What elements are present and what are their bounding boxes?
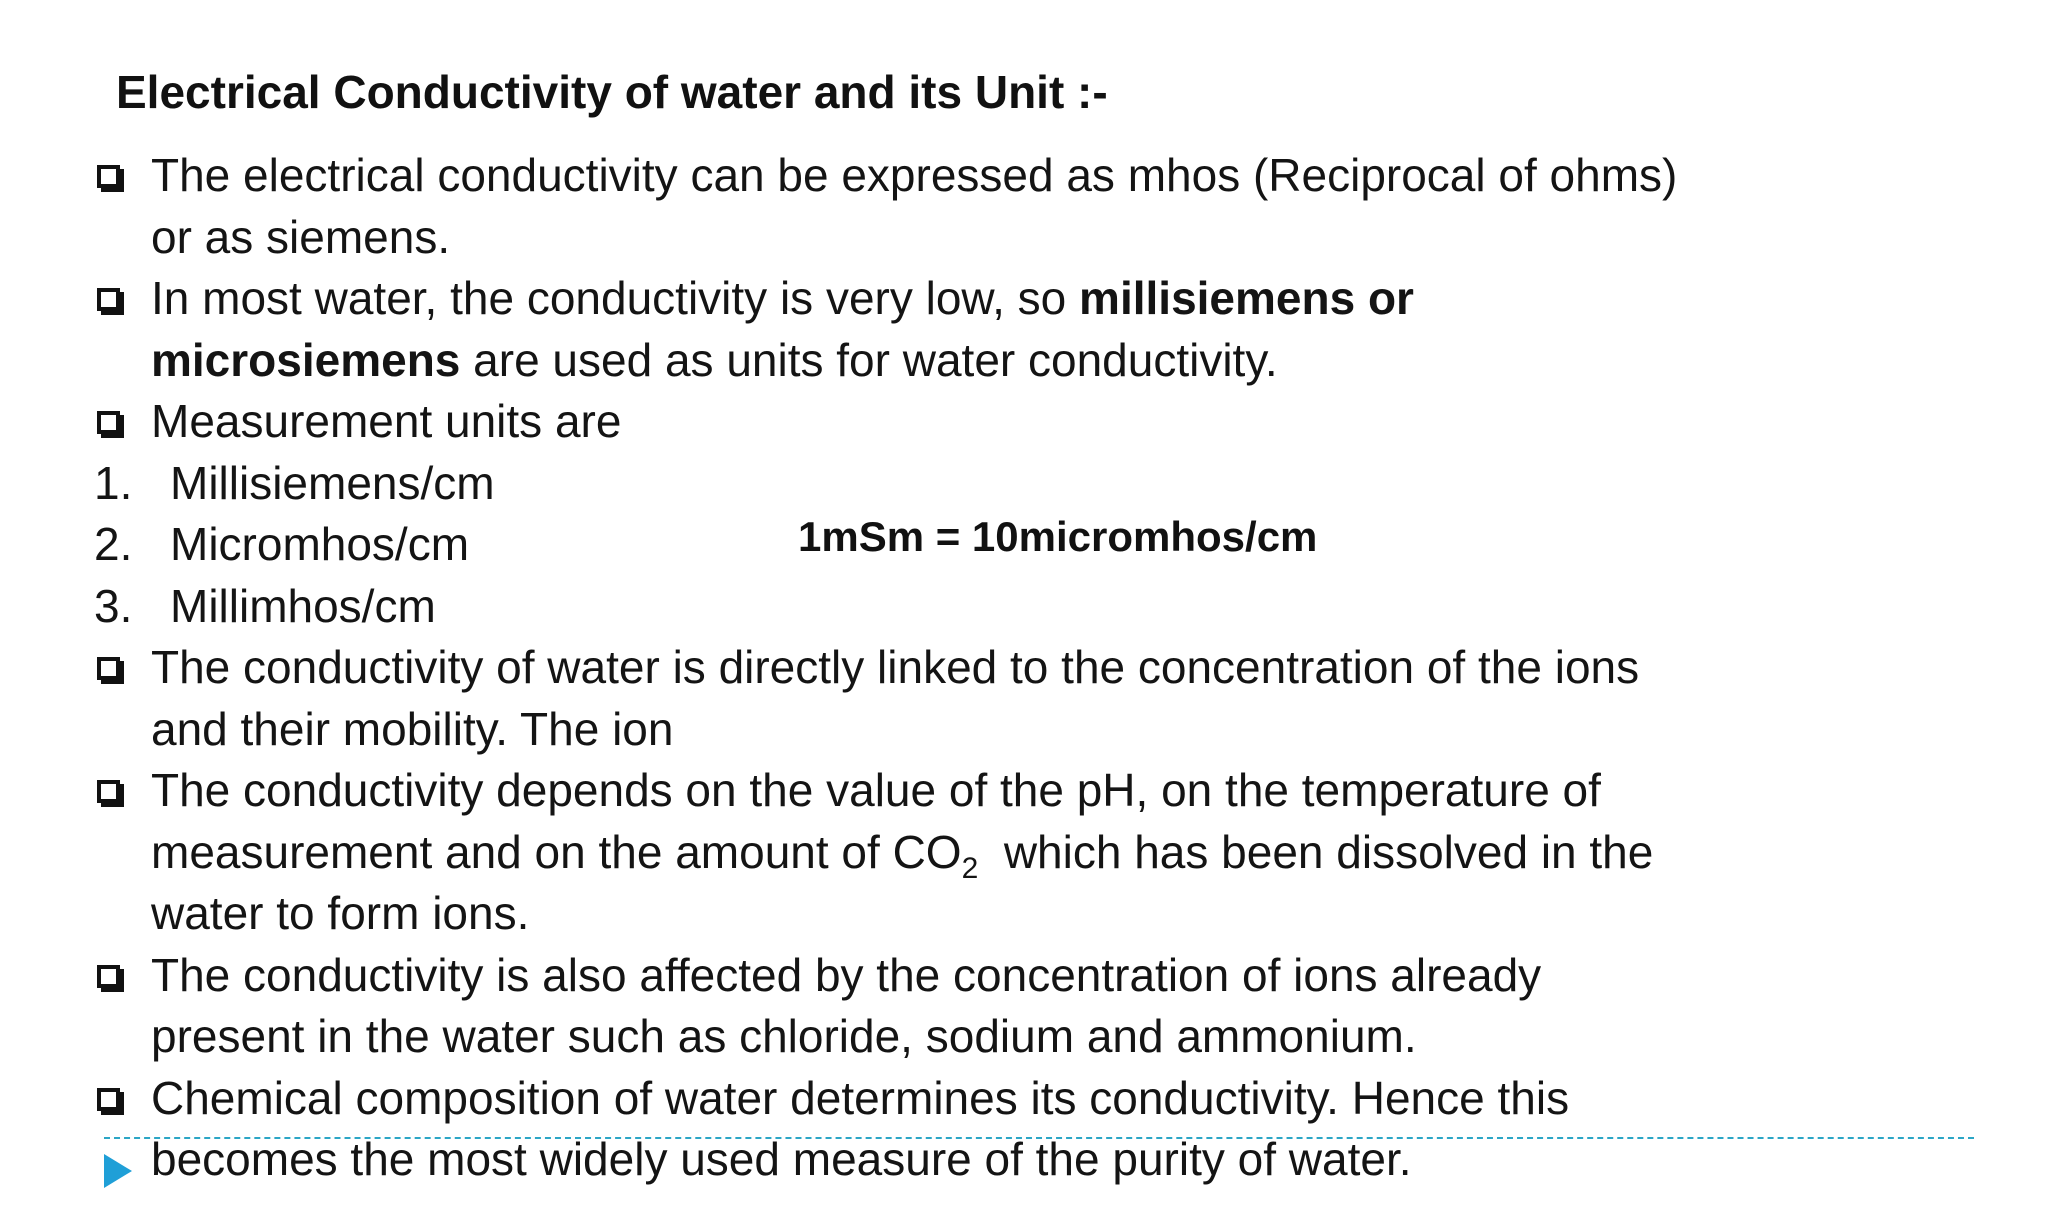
checkbox-square-icon — [97, 165, 120, 188]
bullet-item — [94, 268, 1974, 391]
bullet-line — [151, 330, 1974, 392]
bullet-line: The conductivity of water is directly linked to the concentration of the ions — [151, 641, 1640, 693]
item-number: 3. — [94, 579, 133, 632]
bullet-bold-text: microsiemens — [151, 333, 461, 386]
bullet-item — [94, 145, 1974, 268]
bullet-line: Measurement units are — [151, 395, 622, 447]
slide-title: Electrical Conductivity of water and its Unit :- — [116, 66, 1108, 118]
checkbox-square-icon — [97, 657, 120, 680]
bullet-item — [94, 391, 1974, 453]
item-number: 2. — [94, 518, 133, 570]
bullet-item — [94, 1068, 1974, 1191]
subscript: 2 — [961, 851, 979, 885]
bullet-line: present in the water such as chloride, sodium and ammonium. — [151, 1010, 1417, 1062]
bullet-text: measurement and on the amount of CO — [151, 825, 962, 878]
unit-label: Micromhos/cm — [170, 518, 470, 570]
bullet-line: The conductivity is also affected by the concentration of ions already — [151, 948, 1542, 1001]
conversion-formula: 1mSm = 10micromhos/cm — [798, 513, 1318, 560]
checkbox-square-icon — [97, 411, 120, 434]
item-number: 1. — [94, 456, 133, 509]
bullet-item — [94, 637, 1974, 760]
bullet-bold-text: millisiemens or — [1079, 272, 1414, 324]
play-triangle-icon — [104, 1154, 132, 1188]
bullet-item — [94, 760, 1974, 945]
bullet-line: and their mobility. The ion — [151, 702, 674, 755]
bullet-line: becomes the most widely used measure of the purity of water. — [151, 1133, 1412, 1185]
bullet-line — [151, 822, 1974, 884]
footer-divider — [104, 1137, 1974, 1139]
numbered-item — [94, 576, 1974, 638]
unit-label: Millimhos/cm — [170, 579, 436, 632]
checkbox-square-icon — [97, 780, 120, 803]
unit-label: Millisiemens/cm — [170, 456, 495, 509]
bullet-item — [94, 945, 1974, 1068]
bullet-text: are used as units for water conductivity. — [460, 333, 1278, 386]
checkbox-square-icon — [97, 288, 120, 311]
bullet-line — [151, 268, 1974, 330]
bullet-line: or as siemens. — [151, 210, 451, 263]
bullet-line: The electrical conductivity can be expressed as mhos (Reciprocal of ohms) — [151, 149, 1678, 201]
numbered-item — [94, 453, 1974, 515]
bullet-line: The conductivity depends on the value of the pH, on the temperature of — [151, 764, 1601, 816]
bullet-text: In most water, the conductivity is very low, so — [151, 272, 1080, 324]
bullet-line: water to form ions. — [151, 887, 530, 939]
bullet-line: Chemical composition of water determines its conductivity. Hence this — [151, 1071, 1570, 1124]
bullet-text: which has been dissolved in the — [978, 825, 1654, 878]
checkbox-square-icon — [97, 965, 120, 988]
slide-body — [94, 145, 1974, 1191]
checkbox-square-icon — [97, 1088, 120, 1111]
